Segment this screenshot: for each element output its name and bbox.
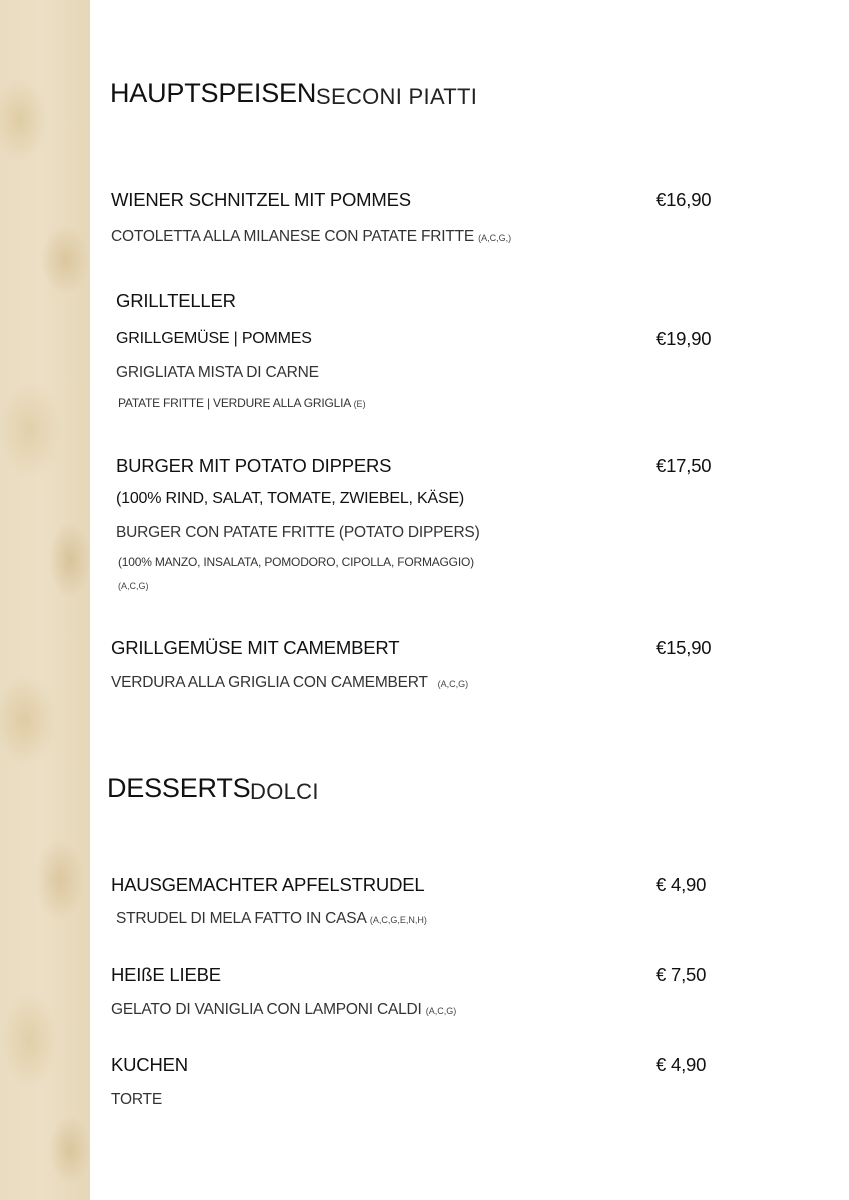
allergen-codes: (A,C,G,) xyxy=(478,233,512,243)
item-subname-burger: (100% RIND, SALAT, TOMATE, ZWIEBEL, KÄSE) xyxy=(116,490,465,507)
allergen-codes-burger: (A,C,G) xyxy=(118,581,149,591)
section-subtitle-desserts: DOLCI xyxy=(250,779,319,804)
section-title-main: HAUPTSPEISEN xyxy=(110,78,317,108)
item-desc-text: STRUDEL DI MELA FATTO IN CASA xyxy=(116,910,366,927)
item-name-burger: BURGER MIT POTATO DIPPERS xyxy=(116,455,392,476)
item-desc-burger: BURGER CON PATATE FRITTE (POTATO DIPPERS) xyxy=(116,524,480,541)
item-price-burger: €17,50 xyxy=(656,455,712,476)
item-price-strudel: € 4,90 xyxy=(656,874,707,895)
item-name-schnitzel: WIENER SCHNITZEL MIT POMMES xyxy=(111,189,411,210)
allergen-codes: (E) xyxy=(353,399,366,409)
item-price-heisse-liebe: € 7,50 xyxy=(656,964,707,985)
item-desc-strudel xyxy=(116,910,427,928)
item-price-camembert: €15,90 xyxy=(656,637,712,658)
allergen-codes: (A,C,G) xyxy=(425,1006,457,1016)
item-desc-schnitzel xyxy=(111,228,511,246)
section-subtitle-main: SECONI PIATTI xyxy=(316,84,478,109)
item-desc-kuchen: TORTE xyxy=(111,1091,162,1108)
item-price-grillteller: €19,90 xyxy=(656,328,712,349)
item-desc-heisse-liebe xyxy=(111,1001,456,1019)
item-desc2-burger: (100% MANZO, INSALATA, POMODORO, CIPOLLA, FORMAGGIO) xyxy=(118,555,474,569)
item-desc-text: GELATO DI VANIGLIA CON LAMPONI CALDI xyxy=(111,1001,422,1018)
item-name-grillteller: GRILLTELLER xyxy=(116,290,236,311)
item-name-kuchen: KUCHEN xyxy=(111,1054,188,1075)
item-desc2-grillteller xyxy=(118,396,366,410)
item-desc-grillteller: GRIGLIATA MISTA DI CARNE xyxy=(116,364,319,381)
allergen-codes: (A,C,G) xyxy=(437,679,469,689)
section-title-desserts: DESSERTS xyxy=(107,773,251,803)
item-subname-grillteller: GRILLGEMÜSE | POMMES xyxy=(116,330,312,347)
item-price-schnitzel: €16,90 xyxy=(656,189,712,210)
item-desc-camembert xyxy=(111,674,468,692)
item-desc-text: VERDURA ALLA GRIGLIA CON CAMEMBERT xyxy=(111,674,428,691)
item-name-heisse-liebe: HEIßE LIEBE xyxy=(111,964,221,985)
item-name-camembert: GRILLGEMÜSE MIT CAMEMBERT xyxy=(111,637,400,658)
item-desc-text: COTOLETTA ALLA MILANESE CON PATATE FRITTE xyxy=(111,228,475,245)
allergen-codes: (A,C,G,E,N,H) xyxy=(369,915,427,925)
item-price-kuchen: € 4,90 xyxy=(656,1054,707,1075)
parchment-sidebar xyxy=(0,0,90,1200)
item-desc-text: PATATE FRITTE | VERDURE ALLA GRIGLIA xyxy=(118,396,351,410)
item-name-strudel: HAUSGEMACHTER APFELSTRUDEL xyxy=(111,874,425,895)
